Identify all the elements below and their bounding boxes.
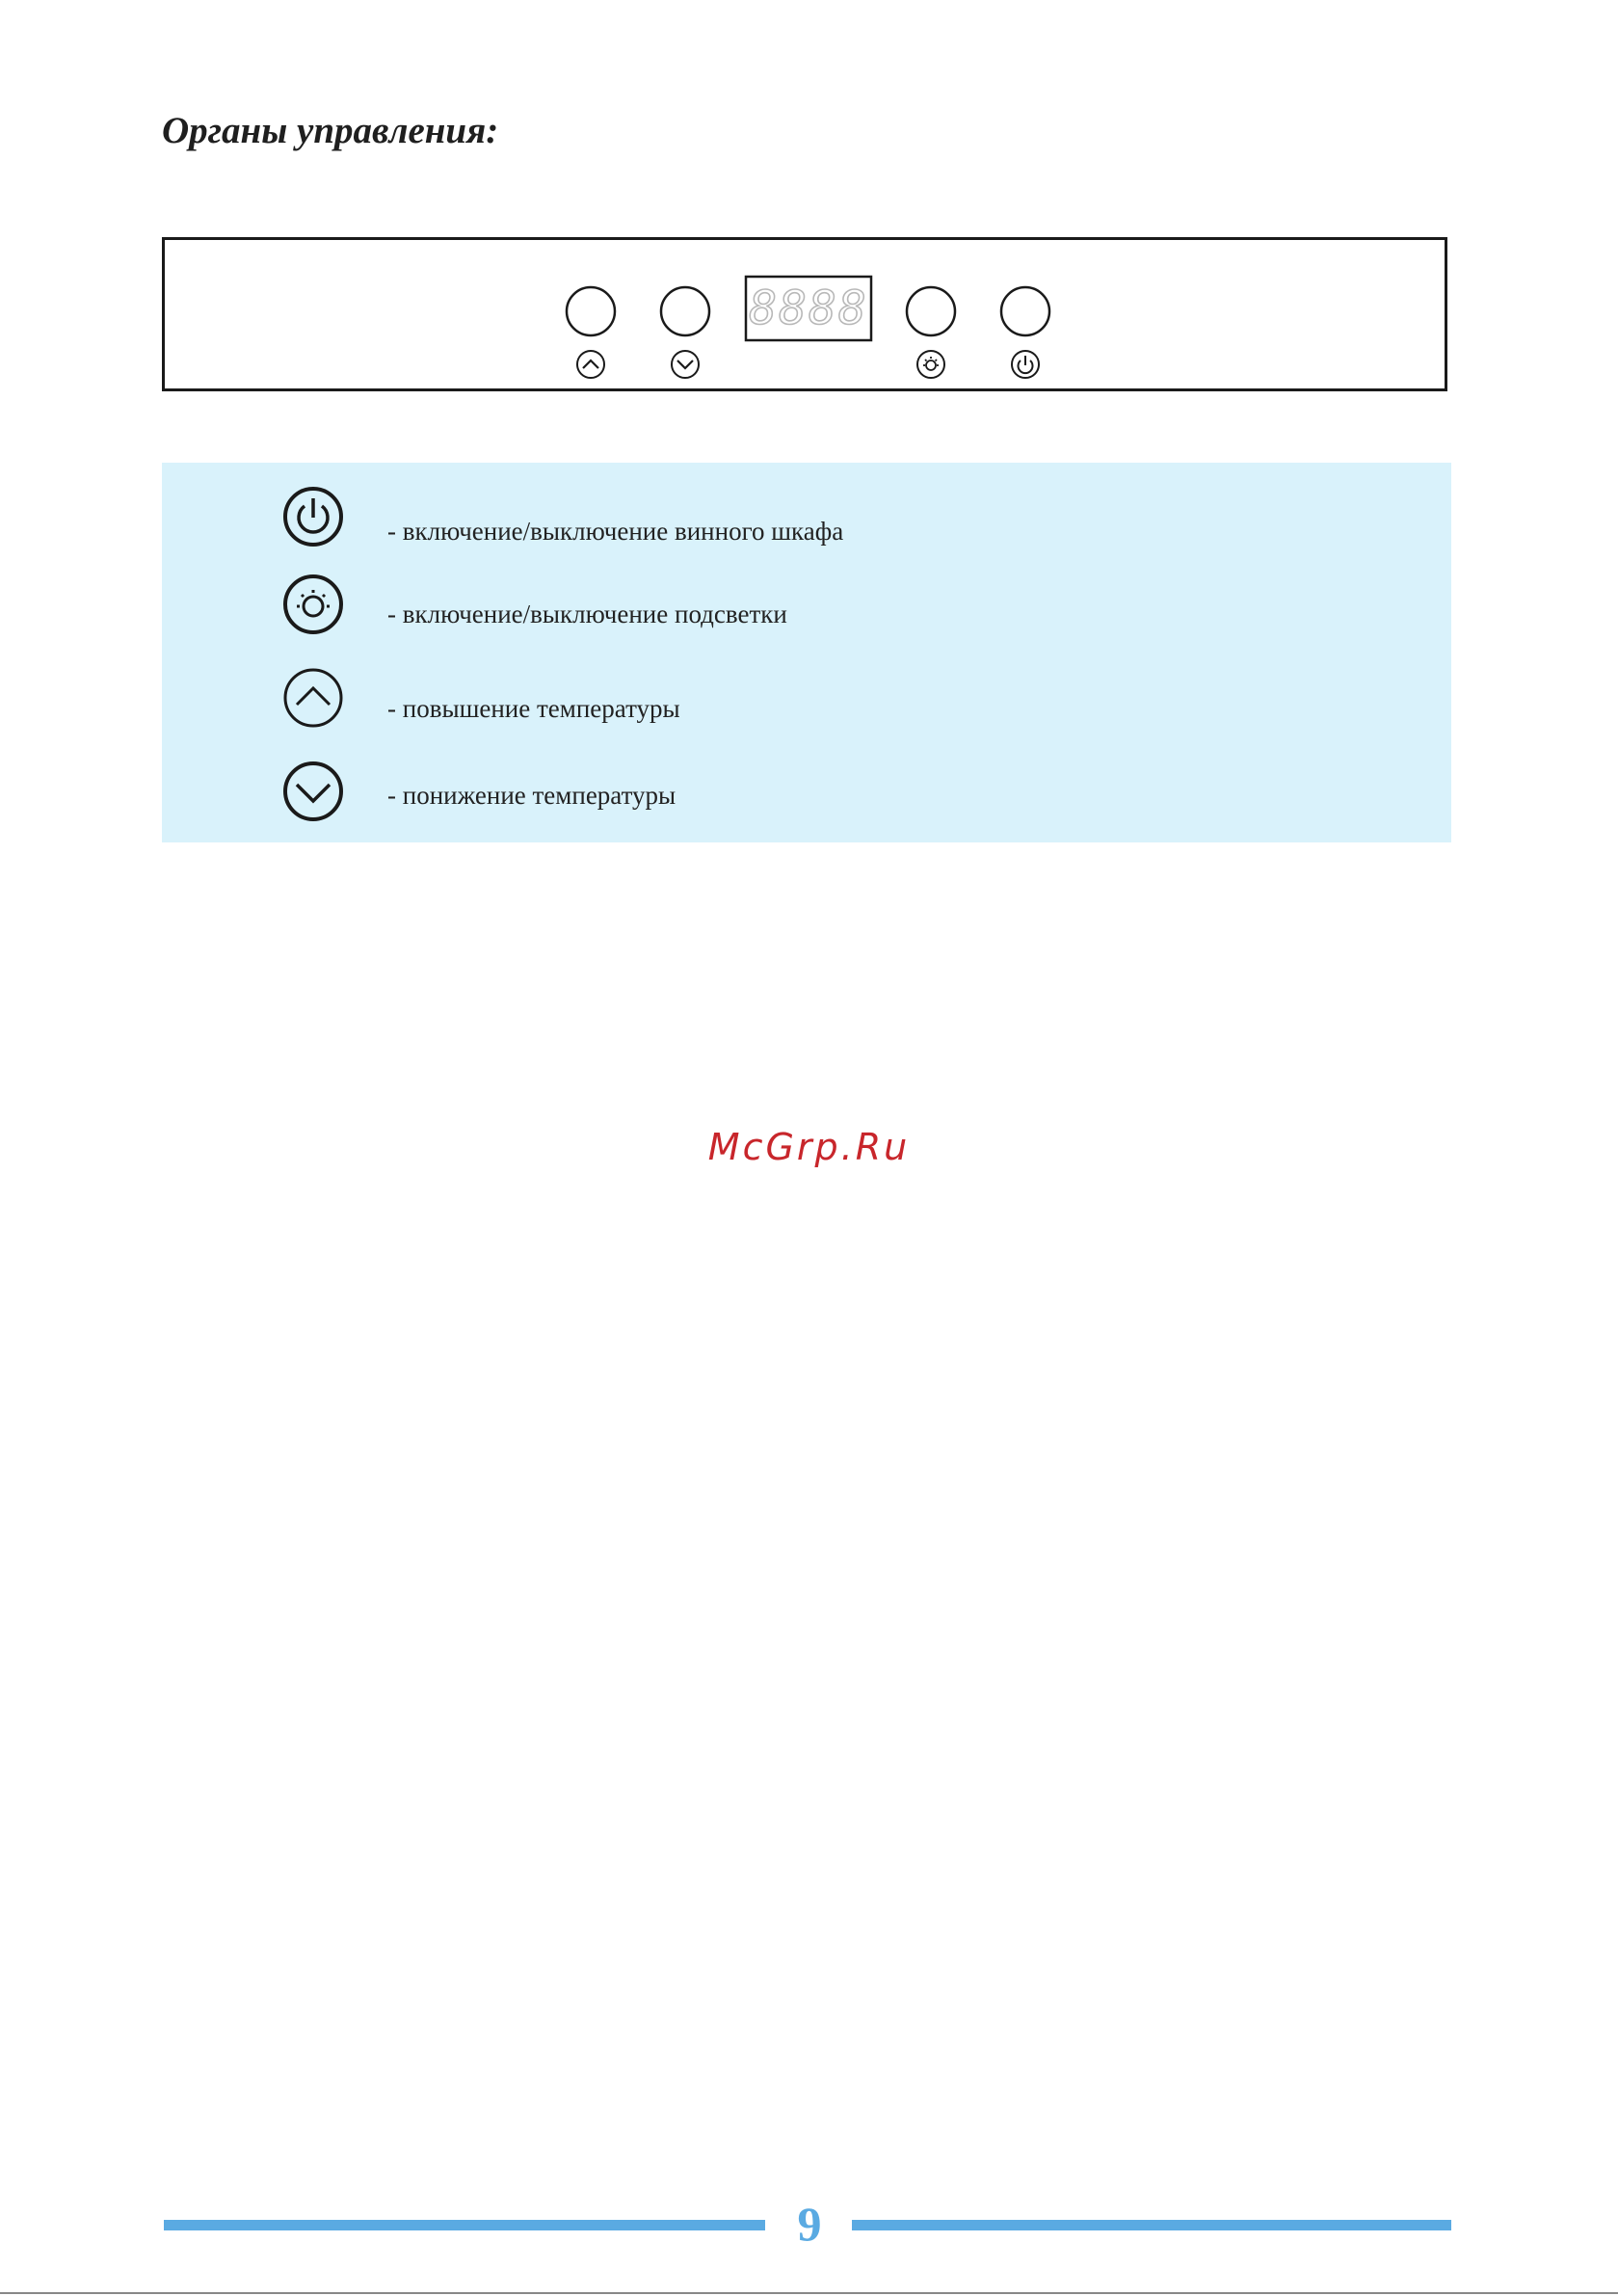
footer-line-left [164,2220,765,2230]
up-button [567,287,615,335]
light-icon [281,573,345,636]
chevron-down-icon [281,760,345,823]
legend-text-down: - понижение температуры [387,781,676,810]
display-digits: 8888 [749,281,868,335]
watermark: McGrp.Ru [707,1126,911,1168]
legend-row-up [162,666,1451,743]
chevron-up-icon [281,666,345,730]
bottom-edge-rule [0,2292,1618,2294]
power-icon [281,485,345,548]
power-button [1001,287,1049,335]
chevron-down-icon [672,351,699,378]
legend-row-light [162,573,1451,650]
power-icon [1012,351,1039,378]
page-title: Органы управления: [162,110,499,151]
page-number: 9 [797,2197,822,2251]
light-button [907,287,955,335]
footer-line-right [852,2220,1451,2230]
down-button [661,287,709,335]
controls-legend [162,463,1451,842]
legend-text-light: - включение/выключение подсветки [387,600,787,628]
legend-row-down [162,760,1451,837]
light-icon [917,351,944,378]
legend-text-up: - повышение температуры [387,694,680,723]
control-panel-diagram [162,237,1447,391]
control-panel-drawing [165,240,1450,394]
legend-text-power: - включение/выключение винного шкафа [387,517,844,546]
chevron-up-icon [577,351,604,378]
legend-row-power [162,485,1451,562]
